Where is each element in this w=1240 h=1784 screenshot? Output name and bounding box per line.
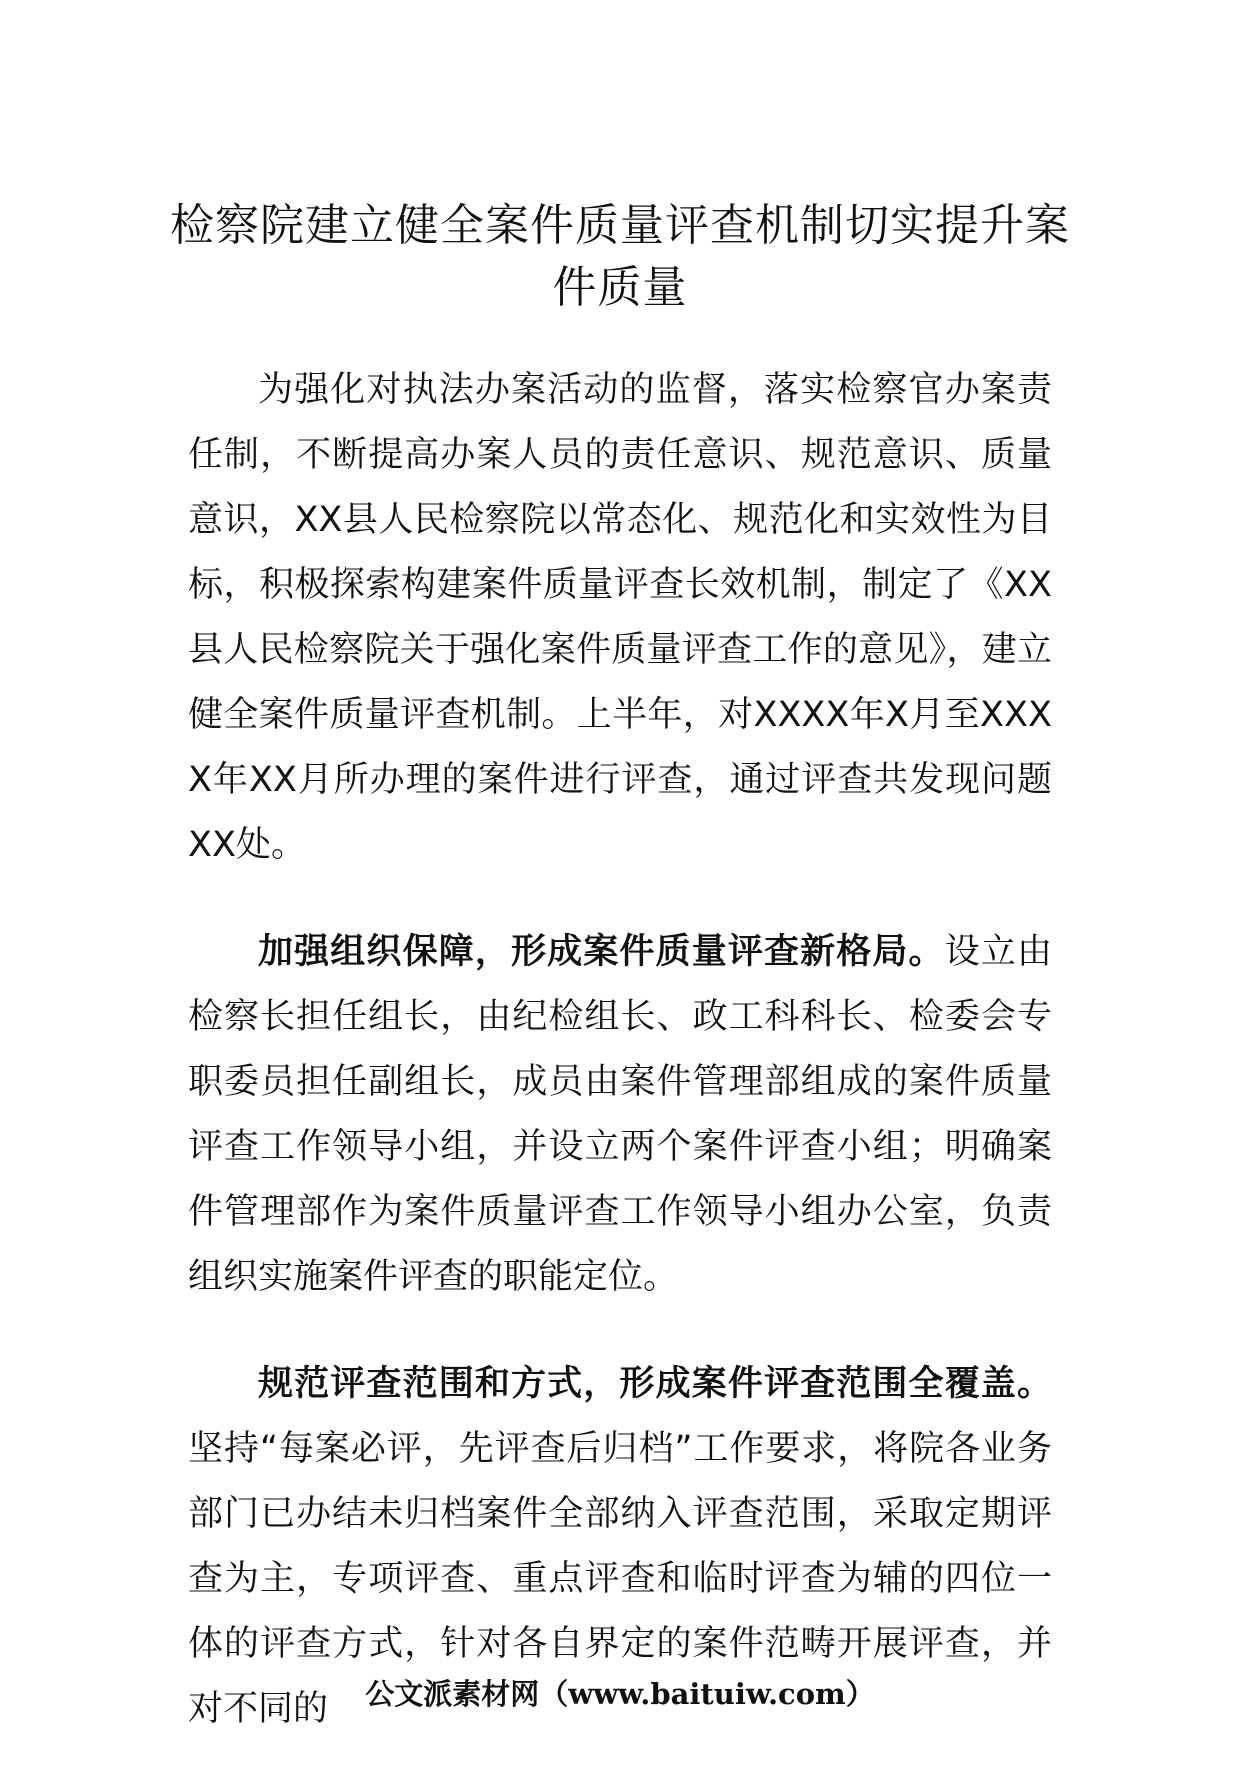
paragraph-1	[188, 358, 1052, 878]
paragraph-2-text: 设立由检察长担任组长，由纪检组长、政工科科长、检委会专职委员担任副组长，成员由案件管理部组成的案件质量评查工作领导小组，并设立两个案件评查小组；明确案件管理部作为案件质量评查工作领导小组办公室，负责组织实施案件评查的职能定位。	[188, 932, 1052, 1297]
paragraph-2	[188, 920, 1052, 1310]
document-title: 检察院建立健全案件质量评查机制切实提升案件质量	[170, 200, 1070, 313]
paragraph-1-text: 为强化对执法办案活动的监督，落实检察官办案责任制，不断提高办案人员的责任意识、规范意识、质量意识，XX县人民检察院以常态化、规范化和实效性为目标，积极探索构建案件质量评查长效机制，制定了《XX县人民检察院关于强化案件质量评查工作的意见》，建立健全案件质量评查机制。上半年，对XXXX年X月至XXXX年XX月所办理的案件进行评查，通过评查共发现问题XX处。	[188, 370, 1052, 865]
paragraph-3-heading: 规范评查范围和方式，形成案件评查范围全覆盖。	[258, 1364, 1052, 1404]
paragraph-2-heading: 加强组织保障，形成案件质量评查新格局。	[258, 932, 945, 972]
paragraph-3-text: 坚持“每案必评，先评查后归档”工作要求，将院各业务部门已办结未归档案件全部纳入评查范围，采取定期评查为主，专项评查、重点评查和临时评查为辅的四位一体的评查方式，针对各自界定的案件范畴开展评查，并对不同的	[188, 1429, 1052, 1729]
source-footer: 公文派素材网（www.baituiw.com）	[365, 1677, 875, 1711]
document-body	[188, 358, 1052, 1784]
